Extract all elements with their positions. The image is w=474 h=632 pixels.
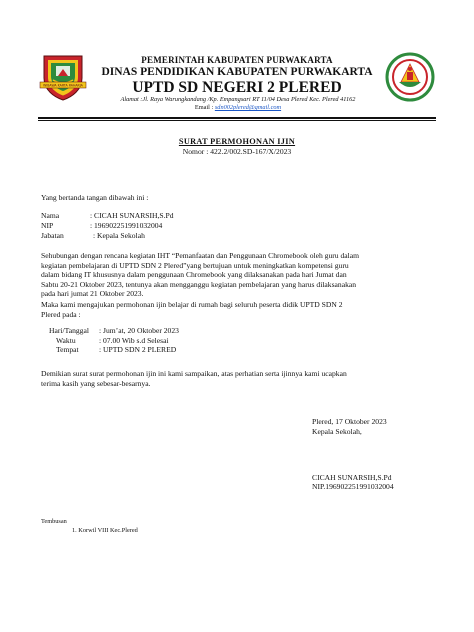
signer-value: : 196902251991032004 — [90, 221, 163, 230]
purwakarta-emblem-icon — [38, 52, 88, 102]
letter-number: Nomor : 422.2/002.SD-167/X/2023 — [182, 147, 292, 156]
body-line: Sabtu 20-21 Oktober 2023, tentunya akan mengganggu kegiatan pembelajaran yang harus dilaksanakan — [41, 279, 357, 289]
signer-value: : CICAH SUNARSIH,S.Pd — [90, 211, 174, 220]
letterhead-divider-thin — [38, 120, 436, 121]
body-paragraph-2 — [41, 300, 433, 319]
closing-line: terima kasih yang sebesar-besarnya. — [41, 378, 151, 388]
schedule-label: Hari/Tanggal — [49, 326, 89, 335]
letterhead — [90, 55, 384, 97]
signature-nip: NIP.196902251991032004 — [312, 482, 394, 491]
signer-label: Nama — [41, 211, 60, 220]
body-line: Maka kami mengajukan permohonan ijin belajar di rumah bagi seluruh peserta didik UPTD SDN 2 — [41, 300, 343, 309]
body-line: kegiatan pembelajaran di UPTD SDN 2 Plered”yang bertujuan untuk meningkatkan kompetensi guru — [41, 260, 349, 270]
schedule-label: Tempat — [56, 345, 79, 354]
tembusan-label: Tembusan — [41, 518, 67, 525]
body-line: dalam bidang IT khususnya dalam penggunaan Chromebook yang dilaksanakan pada hari Jumat dan — [41, 270, 347, 280]
signer-label: Jabatan — [41, 231, 64, 240]
body-line: Sehubungan dengan rencana kegiatan IHT “Pemanfaatan dan Penggunaan Chromebook oleh guru dalam — [41, 251, 360, 260]
signer-value: : Kepala Sekolah — [93, 231, 145, 240]
body-line: pada hari jumat 21 Oktober 2023. — [41, 289, 144, 299]
signature-place-date: Plered, 17 Oktober 2023 — [312, 417, 387, 426]
body-paragraph-1 — [41, 251, 433, 299]
address-line: Alamat :Jl. Raya Warungkandang /Kp. Empangsari RT 11/04 Desa Plered Kec. Plered 41162 — [120, 96, 356, 103]
schedule-label: Waktu — [56, 335, 76, 345]
closing-line: Demikian surat surat permohonan ijin ini kami sampaikan, atas perhatian serta ijinnya kami ucapkan — [41, 369, 347, 378]
signature-name: CICAH SUNARSIH,S.Pd — [312, 473, 392, 482]
logo-motto: WIBAWA KARTA RAHARJA — [43, 83, 83, 88]
letterhead-school-name: UPTD SD NEGERI 2 PLERED — [132, 79, 342, 96]
letterhead-line-2: DINAS PENDIDIKAN KABUPATEN PURWAKARTA — [101, 66, 373, 78]
letter-title: SURAT PERMOHONAN IJIN — [178, 137, 296, 146]
email-label: Email : — [194, 104, 214, 111]
school-emblem-icon — [385, 52, 435, 102]
schedule-value: : 07.00 Wib s.d Selesai — [99, 335, 169, 345]
signer-label: NIP — [41, 221, 54, 230]
letterhead-address — [88, 96, 388, 112]
signature-position: Kepala Sekolah, — [312, 427, 362, 436]
letterhead-line-1: PEMERINTAH KABUPATEN PURWAKARTA — [141, 55, 333, 65]
email-link[interactable]: sdn002plered@gmail.com — [214, 104, 282, 111]
email-line — [88, 104, 388, 112]
schedule-value: : UPTD SDN 2 PLERED — [99, 345, 177, 354]
intro-text: Yang bertanda tangan dibawah ini : — [41, 193, 149, 202]
body-line: Plered pada : — [41, 309, 81, 319]
schedule-value: : Jum’at, 20 Oktober 2023 — [99, 326, 179, 335]
tembusan-item: 1. Korwil VIII Kec.Plered — [72, 527, 138, 534]
closing-paragraph — [41, 369, 433, 388]
letterhead-divider-thick — [38, 117, 436, 119]
